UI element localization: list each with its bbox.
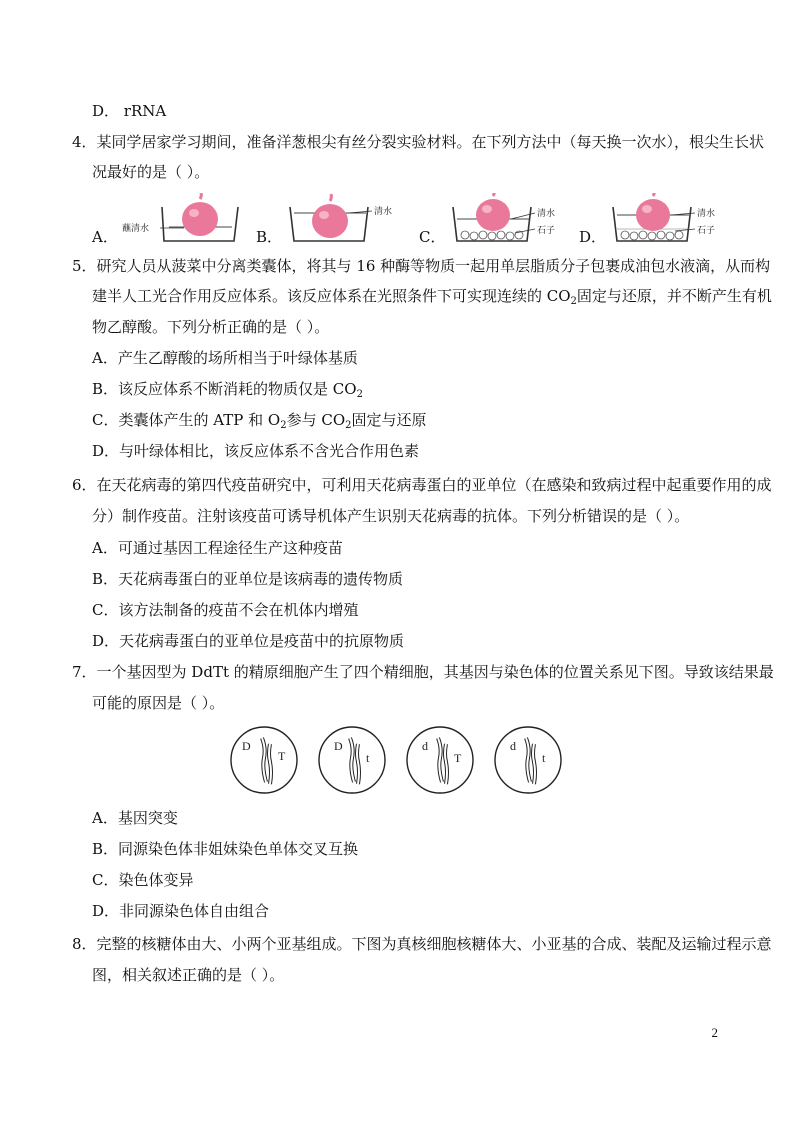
q6-option-c: C．该方法制备的疫苗不会在机体内增殖: [92, 601, 359, 619]
q4-option-b-beaker: [286, 193, 416, 245]
q5-option-a: A．产生乙醇酸的场所相当于叶绿体基质: [92, 349, 358, 367]
q4-option-b-water-label: 清水: [374, 207, 393, 217]
q4-option-a-water-label: 蘸清水: [122, 224, 150, 234]
q8-stem-line2: 图，相关叙述正确的是（ ）。: [92, 966, 285, 984]
q4-option-c-beaker: [449, 193, 579, 245]
q5-stem-line1: 5．研究人员从菠菜中分离类囊体，将其与 16 种酶等物质一起用单层脂质分子包裹成油包水液滴，从而构: [72, 257, 771, 275]
q4-option-d-beaker: [609, 193, 732, 245]
q4-figure: [92, 193, 732, 245]
q4-option-c-water-label: 清水: [537, 209, 556, 219]
q7-cell-3-left-gene: d: [422, 739, 428, 753]
q4-option-a-beaker: [122, 193, 242, 245]
q7-cell-2: [319, 727, 385, 793]
q7-cell-2-left-gene: D: [334, 739, 343, 753]
q5-option-c: C．类囊体产生的 ATP 和 $O_2$参与 $CO_2$固定与还原: [92, 411, 427, 431]
q4-option-d-water-label: 清水: [697, 209, 716, 219]
q7-option-c: C．染色体变异: [92, 871, 194, 889]
q7-cell-4: [495, 727, 561, 793]
q6-option-b: B．天花病毒蛋白的亚单位是该病毒的遗传物质: [92, 570, 404, 588]
q5-option-b: B．该反应体系不断消耗的物质仅是 $CO_2$: [92, 380, 363, 400]
q3-option-d: D． rRNA: [92, 102, 167, 120]
q6-option-d: D．天花病毒蛋白的亚单位是疫苗中的抗原物质: [92, 632, 405, 650]
q7-option-d: D．非同源染色体自由组合: [92, 902, 270, 920]
q4-stem-line2: 况最好的是（ ）。: [92, 163, 210, 181]
q5-stem-line2: 建半人工光合作用反应体系。该反应体系在光照条件下可实现连续的 $CO_2$固定与还原，并不断产生有机: [92, 287, 772, 307]
q7-stem-line2: 可能的原因是（ ）。: [92, 694, 225, 712]
q4-stem-line1: 4．某同学居家学习期间，准备洋葱根尖有丝分裂实验材料。在下列方法中（每天换一次水），根尖生长状: [72, 133, 765, 151]
q7-option-a: A．基因突变: [92, 809, 178, 827]
q7-cell-1-right-gene: T: [278, 749, 286, 763]
q5-option-d: D．与叶绿体相比，该反应体系不含光合作用色素: [92, 442, 420, 460]
q4-option-a-label: A．: [92, 228, 118, 246]
page-number: 2: [711, 1025, 718, 1040]
q7-chromosome-figure: [226, 722, 570, 798]
q4-option-b-label: B．: [256, 228, 283, 246]
q5-stem-line3: 物乙醇酸。下列分析正确的是（ ）。: [92, 318, 330, 336]
q7-cell-1-left-gene: D: [242, 739, 251, 753]
q4-option-d-label: D．: [579, 228, 607, 246]
q8-stem-line1: 8．完整的核糖体由大、小两个亚基组成。下图为真核细胞核糖体大、小亚基的合成、装配及运输过程示意: [72, 935, 772, 953]
q7-cell-1: [231, 727, 297, 793]
q4-option-d-stone-label: 石子: [697, 226, 716, 236]
q7-cell-3: [407, 727, 473, 793]
q7-option-b: B．同源染色体非姐妹染色单体交叉互换: [92, 840, 359, 858]
q4-option-c-label: C．: [419, 228, 446, 246]
q6-stem-line2: 分）制作疫苗。注射该疫苗可诱导机体产生识别天花病毒的抗体。下列分析错误的是（ ）。: [92, 507, 690, 525]
q7-cell-4-left-gene: d: [510, 739, 516, 753]
q7-cell-4-right-gene: t: [542, 751, 546, 765]
q6-stem-line1: 6．在天花病毒的第四代疫苗研究中，可利用天花病毒蛋白的亚单位（在感染和致病过程中起重要作用的成: [72, 476, 772, 494]
q4-option-c-stone-label: 石子: [537, 226, 556, 236]
q7-stem-line1: 7．一个基因型为 DdTt 的精原细胞产生了四个精细胞，其基因与染色体的位置关系见下图。导致该结果最: [72, 663, 774, 681]
q7-cell-2-right-gene: t: [366, 751, 370, 765]
q7-cell-3-right-gene: T: [454, 751, 462, 765]
q6-option-a: A．可通过基因工程途径生产这种疫苗: [92, 539, 343, 557]
